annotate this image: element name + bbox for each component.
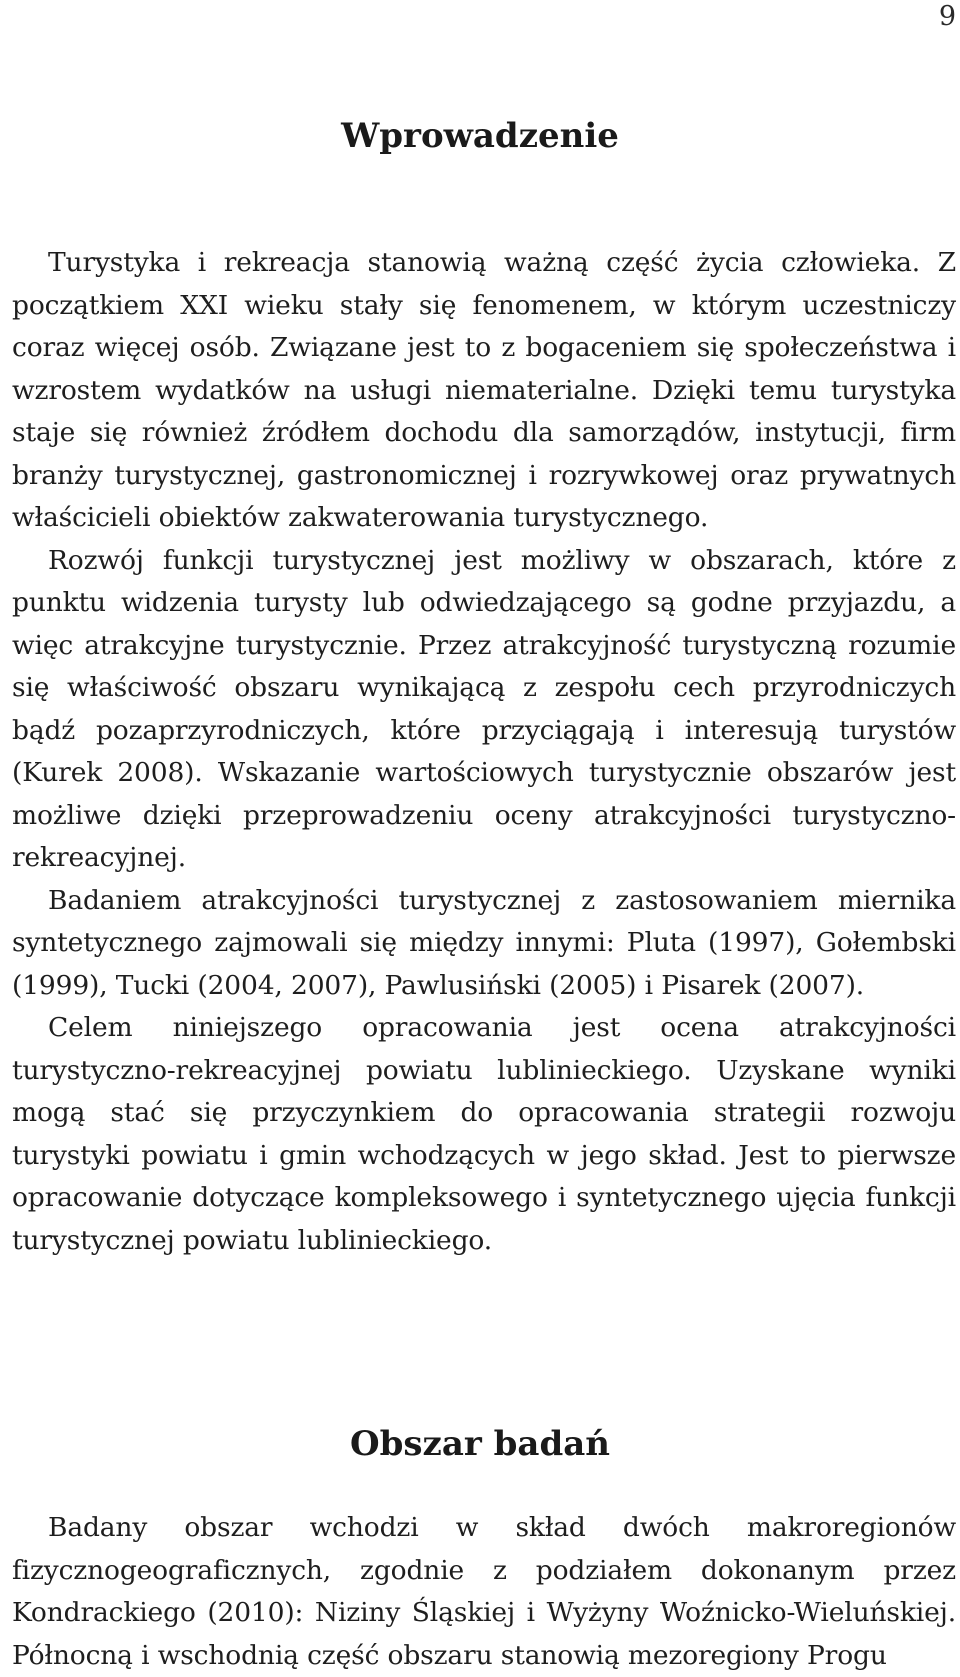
introduction-body: [12, 242, 956, 1262]
section-heading-study-area: Obszar badań: [350, 1424, 610, 1464]
paragraph: Turystyka i rekreacja stanowią ważną część życia człowieka. Z początkiem XXI wieku stały się fenomenem, w którym uczestniczy coraz więcej osób. Związane jest to z bogaceniem się społeczeństwa i wzrostem wydatków na usługi niematerialne. Dzięki temu turystyka staje się również źródłem dochodu dla samorządów, instytucji, firm branży turystycznej, gastronomicznej i rozrywkowej oraz prywatnych właścicieli obiektów zakwaterowania turystycznego.: [12, 247, 956, 533]
paragraph: Badany obszar wchodzi w skład dwóch makroregionów fizycznogeograficznych, zgodnie z podziałem dokonanym przez Kondrackiego (2010): Niziny Śląskiej i Wyżyny Woźnicko-Wieluńskiej. Północną i wschodnią część obszaru stanowią mezoregiony Progu: [12, 1512, 956, 1671]
study-area-body: [12, 1507, 956, 1677]
paragraph: Badaniem atrakcyjności turystycznej z zastosowaniem miernika syntetycznego zajmowali się między innymi: Pluta (1997), Gołembski (1999), Tucki (2004, 2007), Pawlusiński (2005) i Pisarek (2007).: [12, 884, 956, 1001]
paragraph: Celem niniejszego opracowania jest ocena atrakcyjności turystyczno-rekreacyjnej powiatu lublinieckiego. Uzyskane wyniki mogą stać się przyczynkiem do opracowania strategii rozwoju turystyki powiatu i gmin wchodzących w jego skład. Jest to pierwsze opracowanie dotyczące kompleksowego i syntetycznego ujęcia funkcji turystycznej powiatu lublinieckiego.: [12, 1012, 956, 1256]
paragraph: Rozwój funkcji turystycznej jest możliwy w obszarach, które z punktu widzenia turysty lub odwiedzającego są godne przyjazdu, a więc atrakcyjne turystycznie. Przez atrakcyjność turystyczną rozumie się właściwość obszaru wynikającą z zespołu cech przyrodniczych bądź pozaprzyrodniczych, które przyciągają i interesują turystów (Kurek 2008). Wskazanie wartościowych turystycznie obszarów jest możliwe dzięki przeprowadzeniu oceny atrakcyjności turystyczno-rekreacyjnej.: [12, 544, 956, 873]
section-heading-introduction: Wprowadzenie: [341, 116, 619, 156]
page-number: 9: [938, 1, 956, 32]
